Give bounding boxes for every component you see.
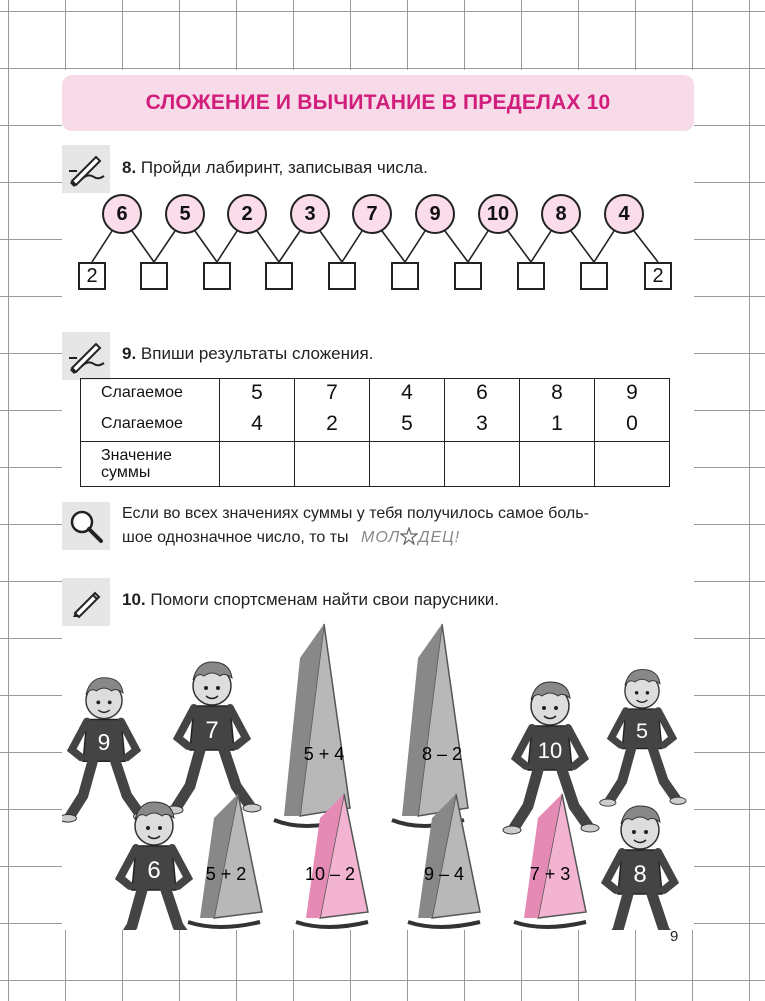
sum-answer-cell[interactable] — [520, 442, 595, 487]
athlete-7[interactable] — [165, 662, 261, 814]
athlete-number: 8 — [633, 861, 647, 888]
row-label: Слагаемое — [81, 407, 220, 442]
sailboat[interactable] — [188, 794, 262, 927]
sail-expression: 5 + 2 — [205, 864, 247, 884]
task-8-number: 8. — [122, 158, 137, 177]
sail-expression: 5 + 4 — [303, 744, 345, 764]
star-icon — [400, 527, 418, 553]
maze-number: 7 — [352, 194, 392, 234]
maze-answer-box[interactable] — [328, 262, 356, 290]
task-10-text — [122, 590, 499, 610]
table-row — [81, 407, 670, 442]
sail-expression: 9 – 4 — [423, 864, 465, 884]
athlete-number: 7 — [205, 717, 219, 744]
hint-word-left: МОЛ — [361, 529, 401, 546]
workbook-page — [62, 70, 694, 930]
task-9-instruction: Впиши результаты сложения. — [140, 344, 374, 363]
task-10-instruction: Помоги спортсменам найти свои парусники. — [150, 590, 499, 609]
table-cell: 1 — [520, 407, 595, 442]
sum-answer-cell[interactable] — [370, 442, 445, 487]
table-cell: 5 — [370, 407, 445, 442]
table-cell: 4 — [220, 407, 295, 442]
athlete-number: 10 — [537, 738, 563, 763]
athlete-8[interactable] — [593, 806, 689, 930]
hint-text — [122, 502, 692, 553]
maze-number: 2 — [227, 194, 267, 234]
maze-number: 9 — [415, 194, 455, 234]
athlete-9[interactable] — [62, 678, 151, 822]
maze-answer-box[interactable]: 2 — [644, 262, 672, 290]
maze-number: 6 — [102, 194, 142, 234]
pencil-write-icon — [62, 332, 110, 380]
athlete-number: 6 — [147, 857, 161, 884]
task-8-instruction: Пройди лабиринт, записывая числа. — [140, 158, 428, 177]
maze-answer-box[interactable] — [580, 262, 608, 290]
row-label-line: Значение — [101, 447, 172, 464]
sailboat[interactable] — [274, 624, 350, 826]
maze-answer-box[interactable]: 2 — [78, 262, 106, 290]
matching-area — [62, 618, 694, 930]
task-8-text — [122, 158, 428, 178]
matching-illustration — [62, 618, 694, 930]
maze-number: 4 — [604, 194, 644, 234]
table-row — [81, 379, 670, 408]
hint-line-1: Если во всех значениях суммы у тебя получилось самое боль- — [122, 505, 589, 522]
table-cell: 5 — [220, 379, 295, 408]
table-cell: 8 — [520, 379, 595, 408]
maze-number: 8 — [541, 194, 581, 234]
maze-answer-box[interactable] — [265, 262, 293, 290]
maze-answer-box[interactable] — [454, 262, 482, 290]
sum-answer-cell[interactable] — [595, 442, 670, 487]
table-cell: 7 — [295, 379, 370, 408]
sail-expression: 10 – 2 — [304, 864, 356, 884]
page-number: 9 — [670, 928, 679, 945]
maze-number: 3 — [290, 194, 330, 234]
table-cell: 0 — [595, 407, 670, 442]
task-9-text — [122, 344, 373, 364]
maze-number: 5 — [165, 194, 205, 234]
row-label-line: суммы — [101, 464, 151, 481]
sum-answer-cell[interactable] — [295, 442, 370, 487]
table-cell: 6 — [445, 379, 520, 408]
table-row — [81, 442, 670, 487]
athlete-number: 9 — [97, 728, 111, 755]
hint-line-2: шое однозначное число, то ты — [122, 529, 349, 546]
pencil-write-icon — [62, 145, 110, 193]
row-label — [81, 442, 220, 487]
athlete-number: 5 — [635, 717, 649, 743]
sum-answer-cell[interactable] — [445, 442, 520, 487]
table-cell: 2 — [295, 407, 370, 442]
maze-answer-box[interactable] — [140, 262, 168, 290]
maze-answer-box[interactable] — [391, 262, 419, 290]
addition-table — [80, 378, 670, 487]
table-cell: 3 — [445, 407, 520, 442]
maze-answer-box[interactable] — [517, 262, 545, 290]
maze-answer-box[interactable] — [203, 262, 231, 290]
task-9-number: 9. — [122, 344, 137, 363]
magnifier-icon — [62, 502, 110, 550]
athlete-6[interactable] — [107, 802, 203, 930]
maze-number: 10 — [478, 194, 518, 234]
sail-expression: 8 – 2 — [421, 744, 463, 764]
task-10-number: 10. — [122, 590, 146, 609]
athlete-5[interactable] — [600, 669, 686, 806]
table-cell: 4 — [370, 379, 445, 408]
table-cell: 9 — [595, 379, 670, 408]
hint-word-right: ДЕЦ! — [418, 529, 461, 546]
page-title: СЛОЖЕНИЕ И ВЫЧИТАНИЕ В ПРЕДЕЛАХ 10 — [62, 75, 694, 131]
sum-answer-cell[interactable] — [220, 442, 295, 487]
sail-expression: 7 + 3 — [529, 864, 571, 884]
row-label: Слагаемое — [81, 379, 220, 408]
